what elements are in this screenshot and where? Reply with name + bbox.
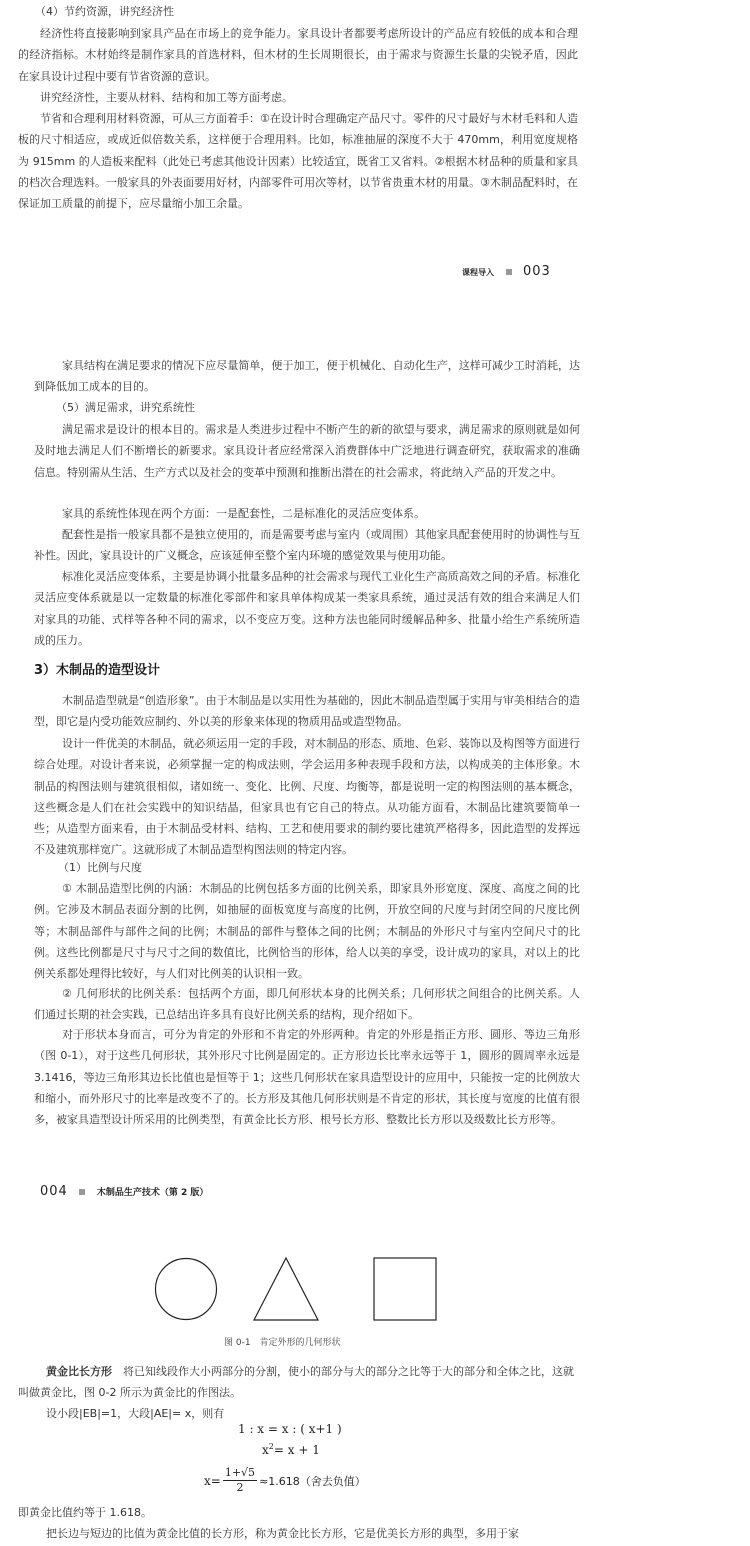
footer-book-title: 木制品生产技术（第 2 版） <box>96 1188 209 1198</box>
triangle-shape <box>254 1258 318 1320</box>
paragraph-composition: 设计一件优美的木制品，就必须运用一定的手段，对木制品的形态、质地、色彩、装饰以及构图等方面进行综合处理。对设计者来说，必须掌握一定的构成法则，学会运用多种表现手段和方法，以构成美的主体形象。木制品的构图法则与建筑很相似，诸如统一、变化、比例、尺度、均衡等，都是说明一定的构图法则的基本概念，这些概念是人们在社会实践中的知识结晶，但家具也有它自己的特点。从功能方面看，木制品比建筑要简单一些；从造型方面来看，由于木制品受材料、结构、工艺和使用要求的制约要比建筑严格得多，因此造型的发挥远不及建筑那样宽广。这就形成了木制品造型构图法则的特定内容。 <box>34 737 580 857</box>
paragraph-economy-aspects: 讲究经济性，主要从材料、结构和加工等方面考虑。 <box>40 91 293 104</box>
paragraph-geometric-proportion: ② 几何形状的比例关系：包括两个方面，即几何形状本身的比例关系；几何形状之间组合的比例关系。人们通过长期的社会实践，已总结出许多具有良好比例关系的结构，现介绍如下。 <box>34 987 580 1022</box>
paragraph-system: 家具的系统性体现在两个方面：一是配套性，二是标准化的灵活应变体系。 <box>62 507 425 520</box>
equation-square-variable: x <box>262 1443 269 1457</box>
fraction-denominator: 2 <box>236 1481 244 1494</box>
circle-shape <box>156 1259 217 1320</box>
square-shape <box>374 1258 436 1320</box>
paragraph-structure: 家具结构在满足要求的情况下应尽量简单，便于加工，便于机械化、自动化生产，这样可减少工时消耗，达到降低加工成本的目的。 <box>34 359 580 394</box>
section-heading-4: （4）节约资源，讲究经济性 <box>35 5 174 18</box>
equation-ratio: 1 : x = x : ( x+1 ) <box>238 1422 342 1436</box>
term-golden-rectangle: 黄金比长方形 <box>46 1365 112 1378</box>
footer-chapter-label: 课程导入 <box>462 268 494 277</box>
footer-bullet <box>79 1189 85 1195</box>
section-heading-woodwork-design: 3）木制品的造型设计 <box>34 663 161 678</box>
subsection-heading-proportion: （1）比例与尺度 <box>58 861 142 874</box>
paragraph-golden-value: 即黄金比值约等于 1.618。 <box>18 1506 152 1519</box>
equation-solution-lhs: x= <box>204 1473 221 1488</box>
figure-definite-shapes <box>130 1245 450 1330</box>
fraction-numerator: 1+√5 <box>224 1466 256 1479</box>
paragraph-definite-shapes: 对于形状本身而言，可分为肯定的外形和不肯定的外形两种。肯定的外形是指正方形、圆形、等边三角形（图 0-1），对于这些几何形状，其外形尺寸比例是固定的。正方形边长比率永远等于 1，圆形的圆周率永远是 3.1416，等边三角形其边长比值也是恒等于 1；这些几何形状在家具造型设计的应用中，只能按一定的比例放大和缩小，而外形尺寸的比率是改变不了的。长方形及其他几何形状则是不肯定的形状，其长度与宽度的比值有很多，被家具造型设计所采用的比例类型，有黄金比长方形、根号长方形、整数比长方形以及级数比长方形等。 <box>34 1028 580 1127</box>
paragraph-economy: 经济性将直接影响到家具产品在市场上的竞争能力。家具设计者都要考虑所设计的产品应有较低的成本和合理的经济指标。木材始终是制作家具的首选材料，但木材的生长周期很长，由于需求与资源生长量的尖锐矛盾，因此在家具设计过程中要有节省资源的意识。 <box>18 27 578 83</box>
paragraph-needs: 满足需求是设计的根本目的。需求是人类进步过程中不断产生的新的欲望与要求，满足需求的原则就是如何及时地去满足人们不断增长的新要求。家具设计者应经常深入消费群体中广泛地进行调查研究，获取需求的准确信息。特别需从生活、生产方式以及社会的变革中预测和推断出潜在的社会需求，将此纳入产品的开发之中。 <box>34 423 580 479</box>
paragraph-golden-rectangle: 把长边与短边的比值为黄金比值的长方形，称为黄金比长方形，它是优美长方形的典型，多用于家 <box>46 1527 519 1540</box>
equation-solution-rhs: ≈1.618（舍去负值） <box>259 1474 366 1488</box>
paragraph-assume: 设小段|EB|=1，大段|AE|= x，则有 <box>46 1407 225 1420</box>
equation-square-rhs: = x + 1 <box>273 1443 320 1457</box>
golden-ratio-definition: 将已知线段作大小两部分的分割，使小的部分与大的部分之比等于大的部分和全体之比，这就叫做黄金比，图 0-2 所示为黄金比的作图法。 <box>18 1365 574 1400</box>
figure-caption: 图 0-1 肯定外形的几何形状 <box>224 1338 341 1348</box>
footer-bullet <box>506 269 512 275</box>
paragraph-material-saving: 节省和合理利用材料资源，可从三方面着手：①在设计时合理确定产品尺寸。零件的尺寸最好与木材毛料和人造板的尺寸相适应，或成近似倍数关系，这样便于合理用料。比如，标准抽屉的深度不大于 470mm，利用宽度规格为 915mm 的人造板来配料（此处已考虑其他设计因素）比较适宜，既省工又省料。②根据木材品种的质量和家具的档次合理选料。一般家具的外表面要用好材，内部零件可用次等材，以节省贵重木材的用量。③木制品配料时，在保证加工质量的前提下，应尽量缩小加工余量。 <box>18 112 578 211</box>
footer-page-number: 004 <box>40 1184 68 1199</box>
section-heading-5: （5）满足需求，讲究系统性 <box>56 401 195 414</box>
page-footer-004 <box>40 1184 208 1199</box>
paragraph-standardization: 标准化灵活应变体系，主要是协调小批量多品种的社会需求与现代工业化生产高质高效之间的矛盾。标准化灵活应变体系就是以一定数量的标准化零部件和家具单体构成某一类家具系统，通过灵活有效的组合来满足人们对家具的功能、式样等各种不同的需求，以不变应万变。这种方法也能同时缓解品种多、批量小给生产系统所造成的压力。 <box>34 570 580 647</box>
equation-solution <box>204 1466 366 1495</box>
page-footer-003 <box>462 264 551 279</box>
paragraph-modeling: 木制品造型就是“创造形象”。由于木制品是以实用性为基础的，因此木制品造型属于实用与审美相结合的造型，即它是内受功能效应制约、外以美的形象来体现的物质用品或造型物品。 <box>34 694 580 729</box>
exponent-2: 2 <box>268 1442 274 1451</box>
fraction <box>223 1466 257 1495</box>
paragraph-proportion-meaning: ① 木制品造型比例的内涵：木制品的比例包括多方面的比例关系，即家具外形宽度、深度、高度之间的比例。它涉及木制品表面分割的比例，如抽屉的面板宽度与高度的比例，开放空间的尺度与封闭空间的尺度比例等；木制品部件与部件之间的比例；木制品的部件与整体之间的比例；木制品的外形尺寸与室内空间尺寸的比例。这些比例都是尺寸与尺寸之间的数值比，比例恰当的形体，给人以美的享受，设计成功的家具，对以上的比例关系都处理得比较好，与人们对比例美的认识相一致。 <box>34 882 580 981</box>
footer-page-number: 003 <box>523 264 551 279</box>
equation-square <box>262 1442 320 1457</box>
paragraph-golden-ratio <box>18 1361 574 1404</box>
paragraph-matching: 配套性是指一般家具都不是独立使用的，而是需要考虑与室内（或周围）其他家具配套使用时的协调性与互补性。因此，家具设计的广义概念，应该延伸至整个室内环境的感觉效果与使用功能。 <box>34 528 580 563</box>
